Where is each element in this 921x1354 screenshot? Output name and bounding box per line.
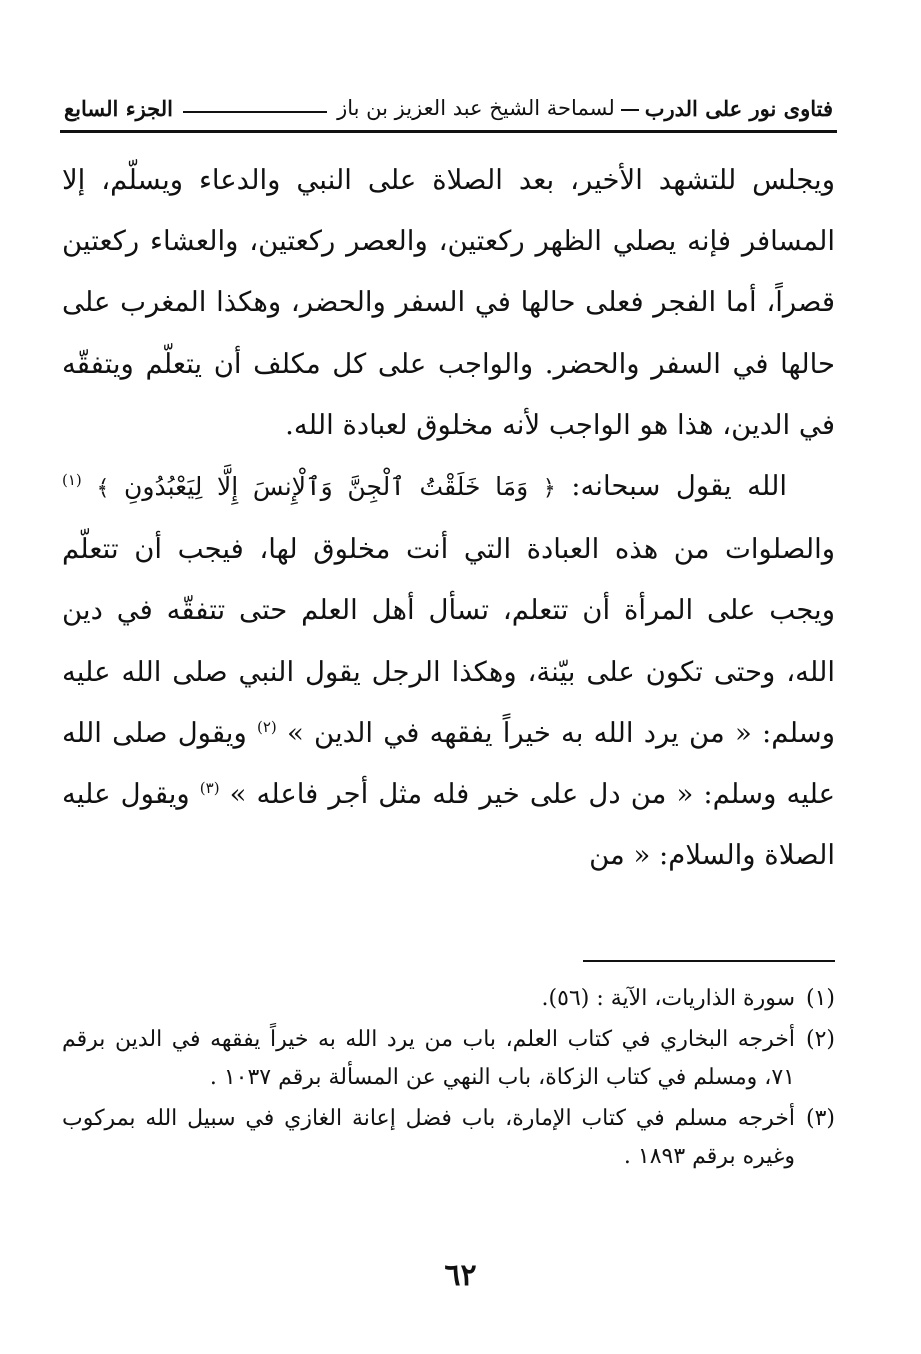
paragraph-2 [62, 456, 835, 886]
footnote-text: سورة الذاريات، الآية : (٥٦). [541, 986, 795, 1011]
footnote-number: (١) [805, 986, 835, 1011]
footnote-text: أخرجه البخاري في كتاب العلم، باب من يرد الله به خيراً يفقهه في الدين برقم ٧١، ومسلم في كتاب الزكاة، باب النهي عن المسألة برقم ١٠٣٧ . [62, 1026, 795, 1090]
quran-close-bracket: ﴾ [96, 476, 110, 502]
main-text [62, 150, 835, 886]
page-number: ٦٢ [444, 1258, 477, 1293]
quran-verse: وَمَا خَلَقْتُ ٱلْجِنَّ وَٱلْإِنسَ إِلَّا لِيَعْبُدُونِ [124, 472, 529, 502]
footnote-separator [583, 960, 835, 962]
paragraph-1: ويجلس للتشهد الأخير، بعد الصلاة على النبي والدعاء ويسلّم، إلا المسافر فإنه يصلي الظهر ركعتين، والعصر ركعتين، والعشاء ركعتين قصراً، أما الفجر فعلى حالها في السفر والحضر، وهكذا المغرب على حالها في السفر والحضر. والواجب على كل مكلف أن يتعلّم ويتفقّه في الدين، هذا هو الواجب لأنه مخلوق لعبادة الله. [62, 164, 835, 441]
author-name: لسماحة الشيخ عبد العزيز بن باز [337, 96, 615, 120]
running-header [64, 88, 833, 128]
footnotes [62, 980, 835, 1179]
header-separator-line [183, 111, 327, 113]
volume-label: الجزء السابع [64, 95, 173, 121]
footnote-ref-2: (٢) [256, 717, 277, 736]
book-title: فتاوى نور على الدرب [644, 95, 833, 121]
footnote-text: أخرجه مسلم في كتاب الإمارة، باب فضل إعانة الغازي في سبيل الله بمركوب وغيره برقم ١٨٩٣ . [62, 1105, 795, 1169]
header-rule [60, 130, 837, 133]
footnote-2 [62, 1021, 835, 1098]
footnote-number: (٣) [805, 1105, 835, 1131]
header-dash [621, 109, 639, 111]
paragraph-2-part-a: والصلوات من هذه العبادة التي أنت مخلوق لها، فيجب أن تتعلّم ويجب على المرأة أن تتعلم، تسأل أهل العلم حتى تتفقّه في دين الله، وحتى تكون على بيّنة، وهكذا الرجل يقول النبي صلى الله عليه وسلم: « من يرد الله به خيراً يفقهه في الدين » [62, 533, 835, 749]
paragraph-2-part-b: ويقول صلى الله عليه وسلم: « من دل على خير فله مثل أجر فاعله » [62, 716, 836, 811]
footnote-number: (٢) [805, 1026, 835, 1052]
footnote-ref-3: (٣) [199, 778, 220, 797]
footnote-ref-1: (١) [62, 470, 82, 489]
quran-verse-block [82, 472, 556, 501]
footnote-3 [62, 1100, 835, 1177]
quran-open-bracket: ﴿ [542, 476, 556, 502]
footnote-1 [62, 980, 835, 1019]
paragraph-2-intro: الله يقول سبحانه: [571, 470, 787, 503]
paragraph-2-part-c: ويقول عليه الصلاة والسلام: « من [62, 778, 835, 872]
